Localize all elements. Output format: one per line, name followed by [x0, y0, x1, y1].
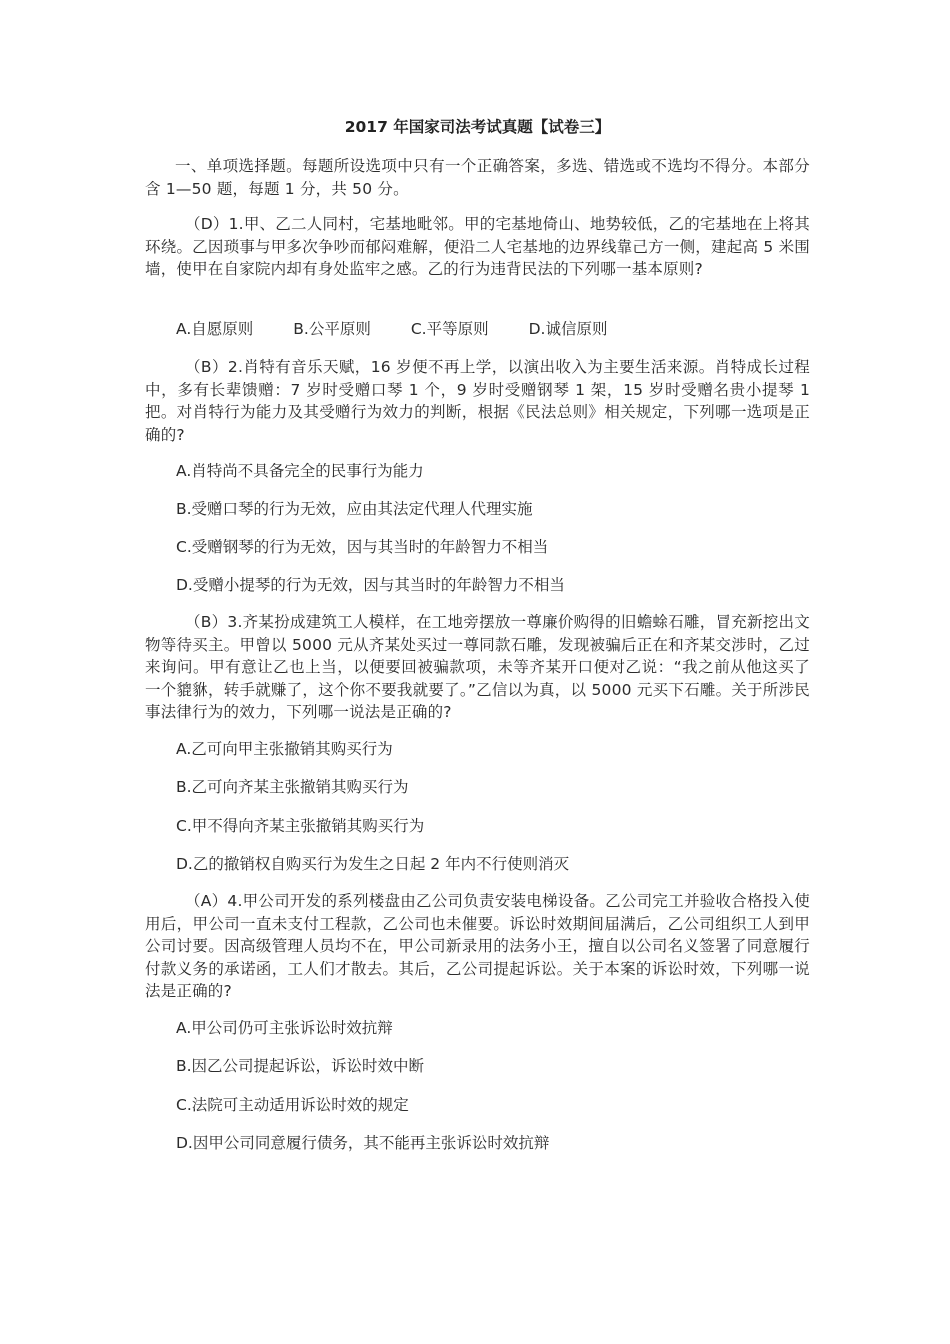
- question-2-option-c: C.受赠钢琴的行为无效，因与其当时的年龄智力不相当: [176, 538, 549, 556]
- question-2-option-a: A.肖特尚不具备完全的民事行为能力: [176, 462, 424, 480]
- question-4-stem: （A）4.甲公司开发的系列楼盘由乙公司负责安装电梯设备。乙公司完工并验收合格投入使用后，甲公司一直未支付工程款，乙公司也未催要。诉讼时效期间届满后，乙公司组织工人到甲公司讨要。因高级管理人员均不在，甲公司新录用的法务小王，擅自以公司名义签署了同意履行付款义务的承诺函，工人们才散去。其后，乙公司提起诉讼。关于本案的诉讼时效，下列哪一说法是正确的?: [145, 892, 810, 1000]
- question-1-option-c: C.平等原则: [410, 320, 489, 338]
- question-2-stem: （B）2.肖特有音乐天赋，16 岁便不再上学，以演出收入为主要生活来源。肖特成长过程中，多有长辈馈赠：7 岁时受赠口琴 1 个，9 岁时受赠钢琴 1 架，15 岁时受赠名贵小提琴 1 把。对肖特行为能力及其受赠行为效力的判断，根据《民法总则》相关规定，下列哪一选项是正确的?: [145, 358, 810, 444]
- question-4-option-c: C.法院可主动适用诉讼时效的规定: [176, 1096, 409, 1114]
- question-1-options: [176, 318, 607, 340]
- question-4-option-b: B.因乙公司提起诉讼，诉讼时效中断: [176, 1057, 425, 1075]
- question-1-option-a: A.自愿原则: [176, 320, 254, 338]
- section-intro: 一、单项选择题。每题所设选项中只有一个正确答案，多选、错选或不选均不得分。本部分含 1—50 题，每题 1 分，共 50 分。: [145, 157, 810, 198]
- question-3-option-d: D.乙的撤销权自购买行为发生之日起 2 年内不行使则消灭: [176, 855, 570, 873]
- question-3-option-b: B.乙可向齐某主张撤销其购买行为: [176, 778, 409, 796]
- question-3-option-a: A.乙可向甲主张撤销其购买行为: [176, 740, 393, 758]
- question-1-option-b: B.公平原则: [293, 320, 371, 338]
- question-4-option-d: D.因甲公司同意履行债务，其不能再主张诉讼时效抗辩: [176, 1134, 550, 1152]
- question-2-option-d: D.受赠小提琴的行为无效，因与其当时的年龄智力不相当: [176, 576, 565, 594]
- page-title: 2017 年国家司法考试真题【试卷三】: [344, 118, 611, 136]
- question-3-option-c: C.甲不得向齐某主张撤销其购买行为: [176, 817, 425, 835]
- question-1-option-d: D.诚信原则: [528, 320, 608, 338]
- question-3-stem: （B）3.齐某扮成建筑工人模样，在工地旁摆放一尊廉价购得的旧蟾蜍石雕，冒充新挖出文物等待买主。甲曾以 5000 元从齐某处买过一尊同款石雕，发现被骗后正在和齐某交涉时，乙过来询问。甲有意让乙也上当，以便要回被骗款项，未等齐某开口便对乙说：“我之前从他这买了一个貔貅，转手就赚了，这个你不要我就要了。”乙信以为真，以 5000 元买下石雕。关于所涉民事法律行为的效力，下列哪一说法是正确的?: [145, 613, 810, 721]
- question-1-stem: （D）1.甲、乙二人同村，宅基地毗邻。甲的宅基地倚山、地势较低，乙的宅基地在上将其环绕。乙因琐事与甲多次争吵而郁闷难解，便沿二人宅基地的边界线靠己方一侧，建起高 5 米围墙，使甲在自家院内却有身处监牢之感。乙的行为违背民法的下列哪一基本原则?: [145, 215, 810, 278]
- question-4-option-a: A.甲公司仍可主张诉讼时效抗辩: [176, 1019, 393, 1037]
- question-2-option-b: B.受赠口琴的行为无效，应由其法定代理人代理实施: [176, 500, 533, 518]
